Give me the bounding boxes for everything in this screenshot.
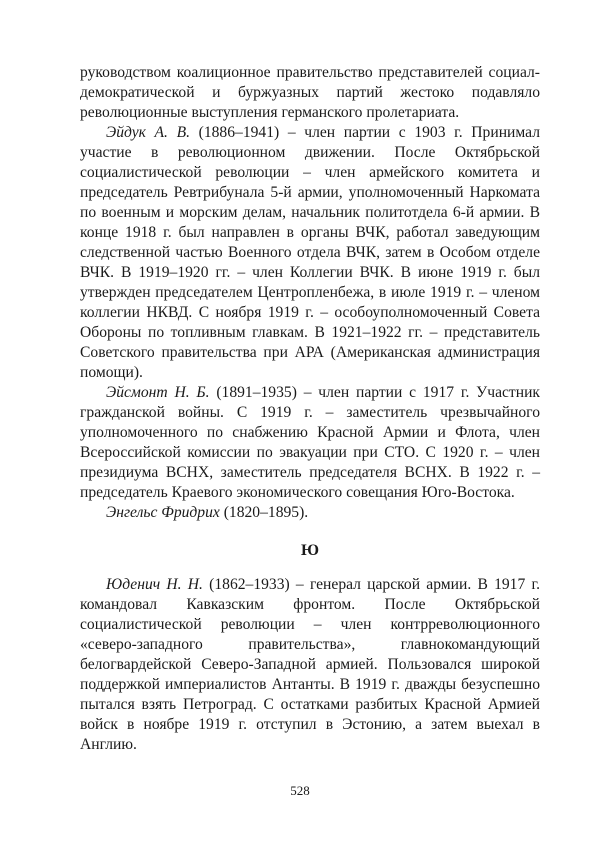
entry-yudenich xyxy=(80,575,540,755)
entry-text: (1862–1933) – генерал царской армии. В 1917 г. командовал Кавказским фронтом. После Октябрьской социалистической революции – член контрреволюционного «северо-западного правительства», главнокомандующий белогвардейской Северо-Западной армией. Пользовался широкой поддержкой империалистов Антанты. В 1919 г. дважды безуспешно пытался взять Петроград. С остатками разбитых Красной Армией войск в ноябре 1919 г. отступил в Эстонию, а затем выехал в Англию. xyxy=(80,576,541,753)
entry-eiduk xyxy=(80,123,540,383)
page-number: 528 xyxy=(290,783,310,798)
entry-name: Юденич Н. Н. xyxy=(106,576,203,593)
entry-eismont xyxy=(80,383,540,503)
entry-text: (1820–1895). xyxy=(219,504,309,521)
entry-name: Энгельс Фридрих xyxy=(106,504,220,521)
entry-engels xyxy=(80,503,540,523)
entry-name: Эйсмонт Н. Б. xyxy=(106,384,210,401)
entry-text: (1886–1941) – член партии с 1903 г. Принимал участие в революционном движении. После Октябрьской социалистической революции – член армейского комитета и председатель Ревтрибунала 5-й армии, уполномоченный Наркомата по военным и морским делам, начальник политотдела 6-й армии. В конце 1918 г. был направлен в органы ВЧК, работал заведующим следственной частью Военного отдела ВЧК, затем в Особом отделе ВЧК. В 1919–1920 гг. – член Коллегии ВЧК. В июне 1919 г. был утвержден председателем Центропленбежа, в июле 1919 г. – членом коллегии НКВД. С ноября 1919 г. – особоуполномоченный Совета Обороны по топливным главкам. В 1921–1922 гг. – представитель Советского правительства при АРА (Американская администрация помощи). xyxy=(80,124,540,381)
section-heading: Ю xyxy=(300,542,319,559)
page-body xyxy=(80,63,540,755)
entry-text: (1891–1935) – член партии с 1917 г. Участник гражданской войны. С 1919 г. – заместитель чрезвычайного уполномоченного по снабжению Красной Армии и Флота, член Всероссийской комиссии по эвакуации при СТО. С 1920 г. – член президиума ВСНХ, заместитель председателя ВСНХ. В 1922 г. – председатель Краевого экономического совещания Юго-Востока. xyxy=(80,384,540,501)
continuation-paragraph: руководством коалиционное правительство представителей социал-демократической и буржуазных партий жестоко подавляло революционные выступления германского пролетариата. xyxy=(80,64,540,121)
entry-name: Эйдук А. В. xyxy=(106,124,191,141)
